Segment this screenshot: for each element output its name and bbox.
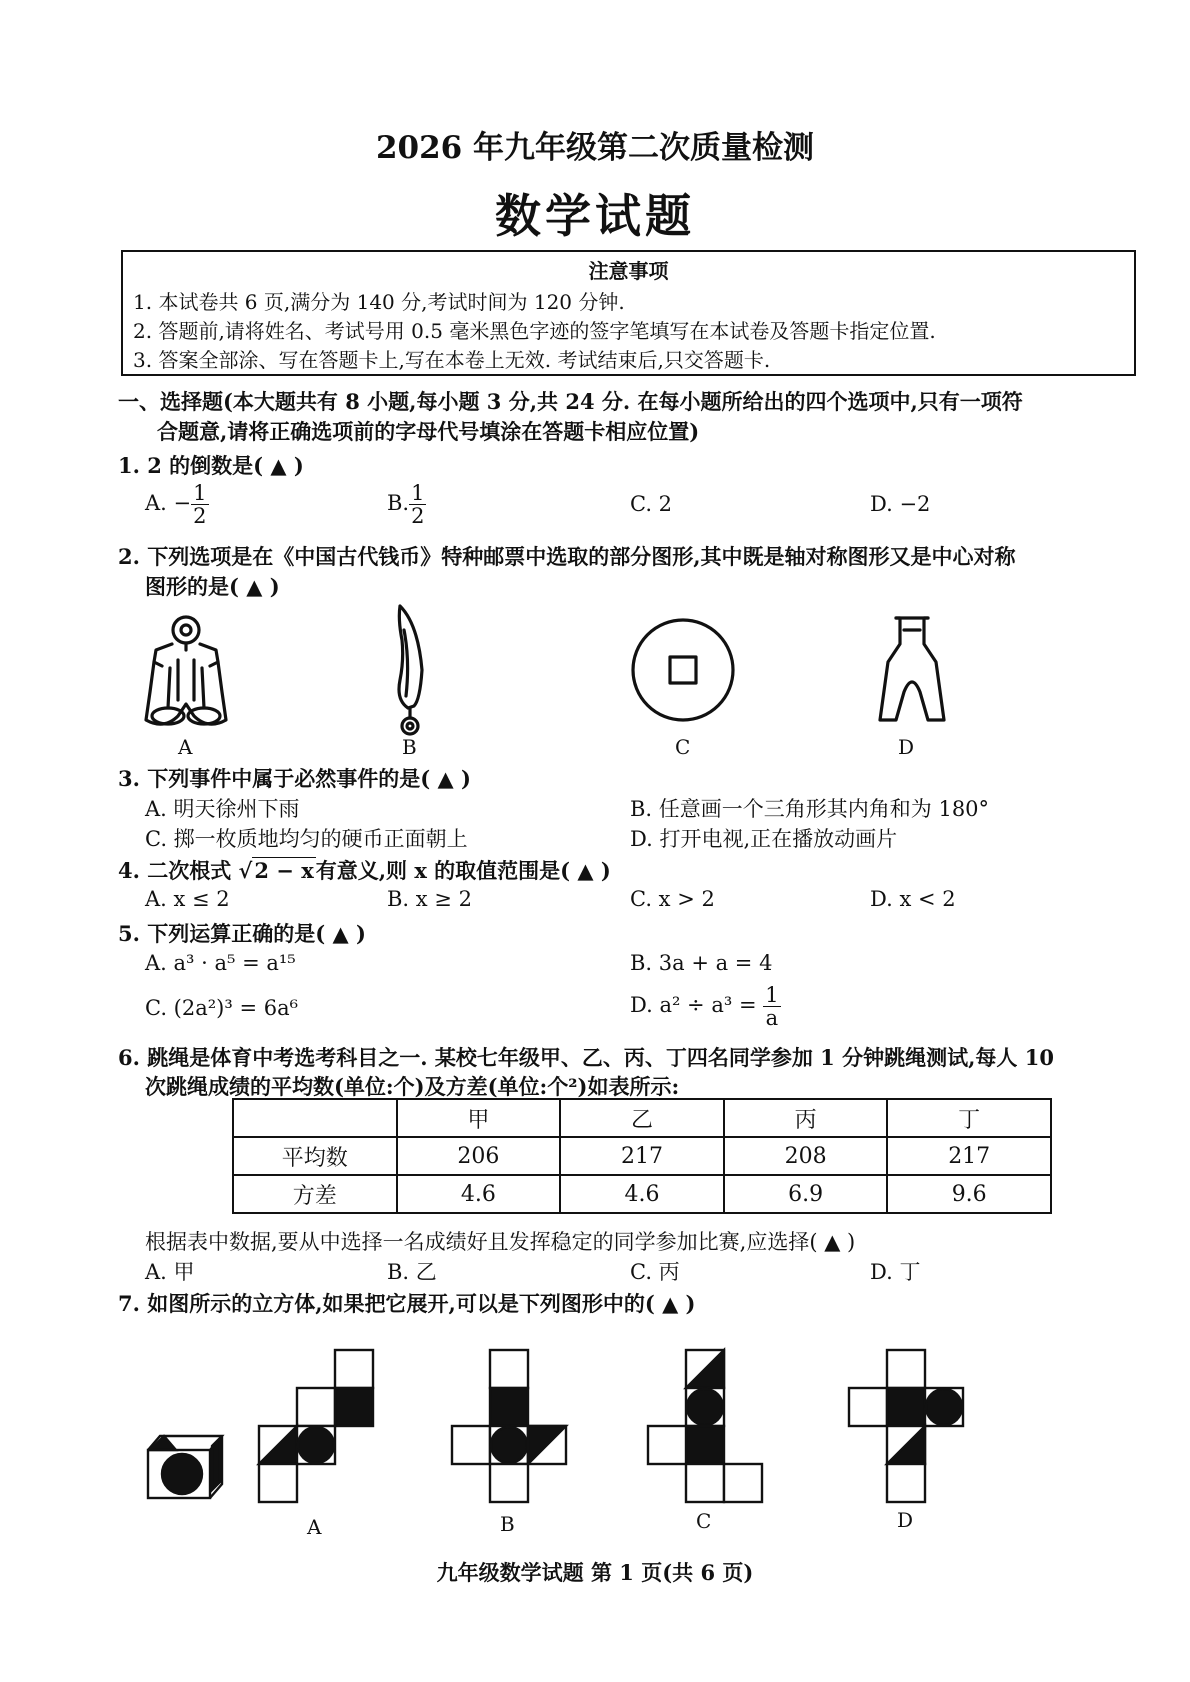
coin-d-icon	[880, 618, 944, 720]
notice-line-2: 2. 答题前,请将姓名、考试号用 0.5 毫米黑色字迹的签字笔填写在本试卷及答题卡指定位置.	[133, 319, 936, 343]
q5-option-b: B. 3a + a = 4	[630, 951, 773, 975]
fraction-denominator: 2	[193, 504, 207, 529]
notice-title: 注意事项	[588, 259, 669, 283]
q2-stem: 2. 下列选项是在《中国古代钱币》特种邮票中选取的部分图形,其中既是轴对称图形又是中心对称	[118, 544, 1016, 569]
q7-stem: 7. 如图所示的立方体,如果把它展开,可以是下列图形中的( ▲ )	[118, 1291, 696, 1316]
q6-option-a: A. 甲	[145, 1260, 195, 1284]
q5-stem: 5. 下列运算正确的是( ▲ )	[118, 921, 366, 946]
q1-option-a-label: A. −	[145, 491, 192, 516]
table-row	[233, 1137, 1051, 1175]
score-table	[232, 1098, 1052, 1214]
q7-label-d: D	[897, 1508, 914, 1532]
q7-label-c: C	[696, 1509, 712, 1533]
q1-option-a-fraction	[191, 482, 208, 527]
q4-option-b: B. x ≥ 2	[387, 887, 472, 911]
q3-option-d: D. 打开电视,正在播放动画片	[630, 827, 898, 851]
q3-option-b: B. 任意画一个三角形其内角和为 180°	[630, 797, 990, 821]
q5-option-a: A. a³ · a⁵ = a¹⁵	[145, 951, 296, 975]
q6-option-b: B. 乙	[387, 1260, 437, 1284]
fraction-denominator: 2	[411, 504, 425, 529]
table-cell: 208	[724, 1137, 888, 1175]
fraction-numerator: 1	[193, 481, 207, 505]
table-header-cell: 甲	[397, 1099, 561, 1137]
table-row-label: 方差	[233, 1175, 397, 1213]
q1-option-c: C. 2	[630, 492, 673, 516]
notice-line-1: 1. 本试卷共 6 页,满分为 140 分,考试时间为 120 分钟.	[133, 290, 625, 314]
q4-stem-pre: 4. 二次根式 √	[118, 858, 253, 883]
table-cell: 6.9	[724, 1175, 888, 1213]
table-row	[233, 1175, 1051, 1213]
table-header-cell	[233, 1099, 397, 1137]
q4-stem-post: 有意义,则 x 的取值范围是( ▲ )	[315, 858, 611, 883]
q7-label-a: A	[307, 1515, 322, 1539]
coin-a-icon	[146, 617, 226, 724]
coin-c-icon	[633, 620, 733, 720]
q6-stem: 6. 跳绳是体育中考选考科目之一. 某校七年级甲、乙、丙、丁四名同学参加 1 分钟跳绳测试,每人 10	[118, 1045, 1054, 1070]
table-header-cell: 乙	[560, 1099, 724, 1137]
notice-box	[121, 250, 1136, 376]
q2-label-a: A	[178, 735, 193, 759]
table-cell: 206	[397, 1137, 561, 1175]
table-cell: 217	[560, 1137, 724, 1175]
table-row-label: 平均数	[233, 1137, 397, 1175]
net-b-icon	[452, 1350, 566, 1502]
table-header-cell: 丙	[724, 1099, 888, 1137]
fraction-numerator: 1	[765, 983, 779, 1007]
net-d-icon	[849, 1350, 963, 1502]
q6-option-d: D. 丁	[870, 1260, 921, 1284]
q2-stem-cont: 图形的是( ▲ )	[145, 574, 280, 599]
q4-radicand: 2 − x	[254, 858, 314, 883]
q3-option-a: A. 明天徐州下雨	[145, 797, 300, 821]
q4-option-d: D. x < 2	[870, 887, 956, 911]
q5-option-d-fraction	[763, 984, 780, 1029]
cube-icon	[148, 1436, 222, 1498]
q4-stem	[118, 855, 611, 885]
q4-option-c: C. x > 2	[630, 887, 715, 911]
net-c-icon	[648, 1350, 762, 1502]
q7-label-b: B	[500, 1512, 515, 1536]
net-a-icon	[259, 1350, 373, 1502]
q5-option-d-pre: D. a² ÷ a³ =	[630, 993, 757, 1018]
exam-title: 数学试题	[495, 189, 695, 243]
q1-option-b-fraction	[409, 482, 426, 527]
fraction-numerator: 1	[411, 481, 425, 505]
q1-option-b-label: B.	[387, 491, 410, 516]
q3-option-c: C. 掷一枚质地均匀的硬币正面朝上	[145, 827, 468, 851]
q6-question: 根据表中数据,要从中选择一名成绩好且发挥稳定的同学参加比赛,应选择( ▲ )	[145, 1230, 856, 1254]
q1-option-b	[387, 482, 426, 527]
table-cell: 4.6	[397, 1175, 561, 1213]
q5-option-d	[630, 984, 781, 1029]
coin-b-icon	[399, 606, 422, 734]
table-header-cell: 丁	[887, 1099, 1051, 1137]
exam-subtitle: 2026 年九年级第二次质量检测	[375, 130, 815, 166]
table-header-row	[233, 1099, 1051, 1137]
q1-stem: 1. 2 的倒数是( ▲ )	[118, 453, 304, 478]
q2-figures	[0, 600, 1190, 750]
q7-figures	[0, 1330, 1190, 1510]
q1-option-a	[145, 482, 209, 527]
notice-line-3: 3. 答案全部涂、写在答题卡上,写在本卷上无效. 考试结束后,只交答题卡.	[133, 348, 771, 372]
q2-label-d: D	[898, 735, 915, 759]
fraction-denominator: a	[765, 1006, 779, 1031]
q6-stem-cont: 次跳绳成绩的平均数(单位:个)及方差(单位:个²)如表所示:	[145, 1074, 680, 1099]
q2-label-b: B	[402, 735, 417, 759]
q4-option-a: A. x ≤ 2	[145, 887, 230, 911]
table-cell: 217	[887, 1137, 1051, 1175]
q1-option-d: D. −2	[870, 492, 931, 516]
table-cell: 9.6	[887, 1175, 1051, 1213]
section1-heading-cont: 合题意,请将正确选项前的字母代号填涂在答题卡相应位置)	[157, 419, 700, 444]
page-footer: 九年级数学试题 第 1 页(共 6 页)	[436, 1560, 754, 1585]
q2-label-c: C	[675, 735, 691, 759]
table-cell: 4.6	[560, 1175, 724, 1213]
q6-option-c: C. 丙	[630, 1260, 680, 1284]
section1-heading: 一、选择题(本大题共有 8 小题,每小题 3 分,共 24 分. 在每小题所给出的四个选项中,只有一项符	[118, 389, 1023, 414]
q3-stem: 3. 下列事件中属于必然事件的是( ▲ )	[118, 766, 471, 791]
q5-option-c: C. (2a²)³ = 6a⁶	[145, 996, 299, 1020]
